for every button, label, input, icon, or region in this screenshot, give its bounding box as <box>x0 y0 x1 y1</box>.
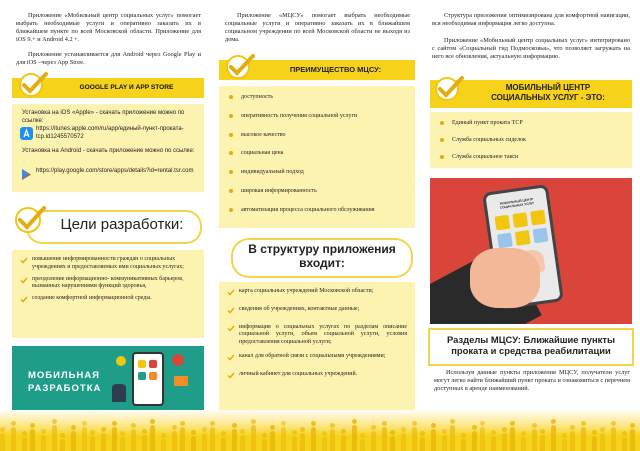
goals-title: Цели разработки: <box>60 216 184 233</box>
list-item <box>440 154 622 163</box>
person-silhouette <box>221 437 226 451</box>
person-head <box>150 419 155 424</box>
person-silhouette <box>472 431 477 451</box>
person-silhouette <box>30 429 35 451</box>
bullet-icon <box>440 155 444 159</box>
person-silhouette <box>551 425 556 451</box>
person-silhouette <box>461 439 466 451</box>
bullet-icon <box>440 138 444 142</box>
person-head <box>600 427 605 432</box>
ios-text: Установка на iOS «Apple» - скачать приложение можно по ссылке: <box>22 110 185 124</box>
goal-text: повышение информированности граждан о социальных учреждениях и предоставляемых ими социальных услугах; <box>32 256 184 270</box>
folder-icon <box>174 376 188 386</box>
store-info-box <box>12 104 204 192</box>
person-head <box>82 421 87 426</box>
check-icon <box>227 289 235 300</box>
person-silhouette <box>131 429 136 451</box>
person-head <box>41 429 46 434</box>
person-silhouette <box>180 427 185 451</box>
advantage-text: социальная цена <box>241 150 284 157</box>
goal-text: создание комфортной информационной среды. <box>32 295 152 302</box>
person-head <box>90 430 95 435</box>
person-silhouette <box>630 429 635 451</box>
list-item <box>227 288 407 300</box>
person-head <box>532 423 537 428</box>
person-head <box>562 433 567 438</box>
list-item <box>229 169 405 178</box>
person-head <box>30 423 35 428</box>
person-silhouette <box>510 427 515 451</box>
bullet-icon <box>440 121 444 125</box>
structure-title: В структуру приложения входит: <box>248 242 396 270</box>
person-silhouette <box>431 429 436 451</box>
person-silhouette <box>382 427 387 451</box>
person-head <box>251 419 256 424</box>
list-item <box>440 137 622 146</box>
col2-intro: Приложение «МЦСУ» помогает выбрать необходимые социальные услуги и оперативно заказать их в ближайшем социальном учреждении по всей Московской области не выходя из дома. <box>225 12 410 44</box>
structure-list <box>219 282 415 410</box>
person-silhouette <box>251 425 256 451</box>
column-3 <box>426 0 640 451</box>
person-head <box>371 425 376 430</box>
person-silhouette <box>480 427 485 451</box>
person-head <box>390 430 395 435</box>
person-silhouette <box>11 427 16 451</box>
person-silhouette <box>270 431 275 451</box>
person-head <box>480 421 485 426</box>
mobile-development-image <box>12 346 204 410</box>
person-silhouette <box>622 437 627 451</box>
person-icon <box>112 384 126 402</box>
list-item <box>229 150 405 159</box>
person-head <box>232 423 237 428</box>
list-item <box>229 132 405 141</box>
structure-text: информация о социальных услугах по разделам описание социальной услуги, объем социальной услуги, условия предоставления социальной услуги; <box>239 323 407 346</box>
person-head <box>262 433 267 438</box>
list-item <box>440 120 622 129</box>
person-head <box>420 431 425 436</box>
person-silhouette <box>0 433 5 451</box>
list-item <box>227 353 407 365</box>
person-silhouette <box>161 439 166 451</box>
goals-list <box>12 250 204 338</box>
person-head <box>491 430 496 435</box>
list-item <box>229 94 405 103</box>
person-silhouette <box>240 435 245 451</box>
person-head <box>71 425 76 430</box>
gear-icon <box>172 354 184 366</box>
bullet-icon <box>229 114 233 118</box>
wheelchair-icon <box>495 215 511 231</box>
advantage-text: индивидуальный подход <box>241 169 304 176</box>
android-link[interactable]: https://play.google.com/store/apps/details?id=rental.tsr.com <box>36 168 194 174</box>
advantage-text: высокое качество <box>241 131 286 138</box>
person-silhouette <box>341 435 346 451</box>
person-head <box>540 429 545 434</box>
android-text: Установка на Android - скачать приложение можно по ссылке: <box>22 148 195 154</box>
person-head <box>221 431 226 436</box>
bullet-icon <box>229 133 233 137</box>
bullet-icon <box>229 208 233 212</box>
mobile-line-2: РАЗРАБОТКА <box>28 383 102 394</box>
person-head <box>270 425 275 430</box>
list-item <box>227 306 407 318</box>
check-mark-icon <box>14 204 48 234</box>
advantage-text: оперативность получения социальной услуги <box>241 112 358 119</box>
person-silhouette <box>540 435 545 451</box>
person-head <box>322 431 327 436</box>
person-head <box>292 430 297 435</box>
check-icon <box>227 372 235 383</box>
person-silhouette <box>371 431 376 451</box>
bullet-icon <box>229 189 233 193</box>
col3-intro-1: Структура приложения оптимизирована для комфортной навигации, вся необходимая информация легко доступна. <box>432 12 630 28</box>
person-head <box>341 429 346 434</box>
check-icon <box>227 325 235 336</box>
person-silhouette <box>491 436 496 451</box>
advantage-text: доступность <box>241 94 274 100</box>
check-icon <box>20 257 28 268</box>
map-icon <box>497 233 513 249</box>
column-1 <box>0 0 213 451</box>
person-silhouette <box>52 425 57 451</box>
person-silhouette <box>600 433 605 451</box>
person-silhouette <box>202 433 207 451</box>
hand-shape <box>470 248 540 308</box>
person-head <box>60 433 65 438</box>
person-head <box>191 430 196 435</box>
person-head <box>551 419 556 424</box>
structure-text: карта социальных учреждений Московской области; <box>239 288 374 294</box>
person-head <box>330 423 335 428</box>
person-silhouette <box>120 437 125 451</box>
person-silhouette <box>420 437 425 451</box>
person-silhouette <box>300 433 305 451</box>
person-head <box>202 427 207 432</box>
person-head <box>510 421 515 426</box>
person-head <box>131 423 136 428</box>
person-head <box>360 433 365 438</box>
person-silhouette <box>41 435 46 451</box>
person-head <box>52 419 57 424</box>
person-head <box>112 421 117 426</box>
person-silhouette <box>401 433 406 451</box>
person-silhouette <box>521 437 526 451</box>
person-silhouette <box>281 427 286 451</box>
person-silhouette <box>262 439 267 451</box>
advantage-title: ПРЕИМУЩЕСТВО МЦСУ: <box>289 65 382 74</box>
person-silhouette <box>352 425 357 451</box>
person-silhouette <box>322 437 327 451</box>
list-item <box>227 324 407 347</box>
person-silhouette <box>142 435 147 451</box>
person-silhouette <box>611 427 616 451</box>
person-head <box>142 429 147 434</box>
phone-header: МОБИЛЬНЫЙ ЦЕНТР СОЦИАЛЬНЫХ УСЛУГ <box>499 197 535 210</box>
check-mark-icon <box>18 70 50 98</box>
person-silhouette <box>60 439 65 451</box>
person-head <box>570 425 575 430</box>
person-head <box>502 427 507 432</box>
person-silhouette <box>562 439 567 451</box>
person-silhouette <box>150 425 155 451</box>
app-store-icon <box>20 127 33 140</box>
person-head <box>431 423 436 428</box>
bullet-icon <box>229 151 233 155</box>
mobile-line-1: МОБИЛЬНАЯ <box>28 370 101 381</box>
person-head <box>611 421 616 426</box>
check-icon <box>20 296 28 307</box>
person-silhouette <box>532 429 537 451</box>
check-mark-icon <box>225 52 257 80</box>
person-silhouette <box>412 427 417 451</box>
col1-intro-1: Приложение «Мобильный центр социальных услуг» помогает выбрать необходимые услуги и оперативно заказать их в ближайшем пункте по всей Московской области. Приложение для iOS 9.+ и Android 4.2 +. <box>16 12 201 44</box>
phone-hand-image <box>430 178 632 324</box>
person-silhouette <box>592 436 597 451</box>
center-item: Единый пункт проката ТСР <box>452 120 523 126</box>
phone-illustration <box>132 352 164 406</box>
person-silhouette <box>502 433 507 451</box>
google-play-icon <box>20 168 33 181</box>
gear-icon <box>116 356 126 366</box>
person-silhouette <box>71 431 76 451</box>
goal-text: преодоление информационно- коммуникативных барьеров, вызванных нарушениями функций здоровья, <box>32 275 184 290</box>
person-head <box>472 425 477 430</box>
col1-intro-2: Приложение устанавливается для Android через Google Play и для iOS –через App Store. <box>16 51 201 67</box>
structure-text: канал для обратной связи с социальными учреждениями; <box>239 352 386 359</box>
person-head <box>461 433 466 438</box>
column-2 <box>213 0 426 451</box>
sections-title: Разделы МЦСУ: Ближайшие пункты проката и средства реабилитации <box>447 334 615 357</box>
list-item <box>229 113 405 122</box>
check-mark-icon <box>434 74 466 102</box>
person-head <box>581 421 586 426</box>
person-head <box>352 419 357 424</box>
list-item <box>20 276 196 292</box>
person-silhouette <box>101 433 106 451</box>
person-head <box>22 431 27 436</box>
list-item <box>229 207 405 216</box>
check-icon <box>227 307 235 318</box>
person-head <box>401 427 406 432</box>
person-head <box>300 427 305 432</box>
person-head <box>0 427 5 432</box>
bullet-icon <box>229 170 233 174</box>
structure-text: личный кабинет для социальных учреждений. <box>239 370 358 377</box>
person-silhouette <box>570 431 575 451</box>
person-head <box>442 429 447 434</box>
person-silhouette <box>330 429 335 451</box>
person-head <box>180 421 185 426</box>
store-banner-title: GOOGLE PLAY И APP STORE <box>79 84 174 91</box>
center-item: Служба социальное такси <box>452 153 519 160</box>
phone-icon <box>533 228 549 244</box>
nurse-icon <box>512 212 528 228</box>
person-silhouette <box>311 427 316 451</box>
person-head <box>450 419 455 424</box>
person-head <box>412 421 417 426</box>
person-silhouette <box>581 427 586 451</box>
check-icon <box>20 277 28 288</box>
structure-text: сведения об учреждениях, контактные данные; <box>239 305 360 312</box>
person-silhouette <box>191 436 196 451</box>
center-title-2: СОЦИАЛЬНЫХ УСЛУГ - ЭТО: <box>491 93 605 102</box>
ios-link[interactable]: https://itunes.apple.com/ru/app/единый-пункт-проката-tcp.id1245570572 <box>36 126 184 140</box>
check-icon <box>227 354 235 365</box>
list-item <box>20 295 196 307</box>
person-head <box>281 421 286 426</box>
person-head <box>210 421 215 426</box>
person-silhouette <box>22 437 27 451</box>
person-head <box>11 421 16 426</box>
person-silhouette <box>172 431 177 451</box>
list-item <box>227 371 407 383</box>
person-silhouette <box>360 439 365 451</box>
taxi-icon <box>530 210 546 226</box>
list-item <box>20 256 196 272</box>
sections-text: Используя данные пункты приложения МЦСУ, получатели услуг могут легко найти ближайший пункт проката и ознакомиться с перечнем доступных в аренде наименований. <box>434 369 630 393</box>
person-head <box>240 429 245 434</box>
person-head <box>172 425 177 430</box>
advantage-text: автоматизация процесса социального обслуживания <box>241 206 375 213</box>
bullet-icon <box>229 95 233 99</box>
center-item: Служба социальных сиделок <box>452 136 526 143</box>
person-head <box>382 421 387 426</box>
document-icon <box>515 230 531 246</box>
advantages-list <box>219 86 415 228</box>
person-head <box>622 431 627 436</box>
person-silhouette <box>390 436 395 451</box>
center-list <box>430 112 632 168</box>
person-head <box>592 430 597 435</box>
col3-intro-2: Приложение «Мобильный центр социальных услуг» интегрировано с сайтом «Социальный гид Подмосковья», что позволяет загружать на него все обновления, актуальную информацию. <box>432 37 630 61</box>
person-silhouette <box>90 436 95 451</box>
person-head <box>521 431 526 436</box>
person-head <box>630 423 635 428</box>
person-silhouette <box>450 425 455 451</box>
person-silhouette <box>232 429 237 451</box>
person-silhouette <box>210 427 215 451</box>
list-item <box>229 188 405 197</box>
person-silhouette <box>112 427 117 451</box>
center-title-1: МОБИЛЬНЫЙ ЦЕНТР <box>505 83 591 92</box>
person-silhouette <box>292 436 297 451</box>
person-head <box>311 421 316 426</box>
person-head <box>161 433 166 438</box>
person-silhouette <box>442 435 447 451</box>
person-head <box>120 431 125 436</box>
advantage-text: широкая информированность <box>241 187 317 194</box>
person-silhouette <box>82 427 87 451</box>
person-head <box>101 427 106 432</box>
